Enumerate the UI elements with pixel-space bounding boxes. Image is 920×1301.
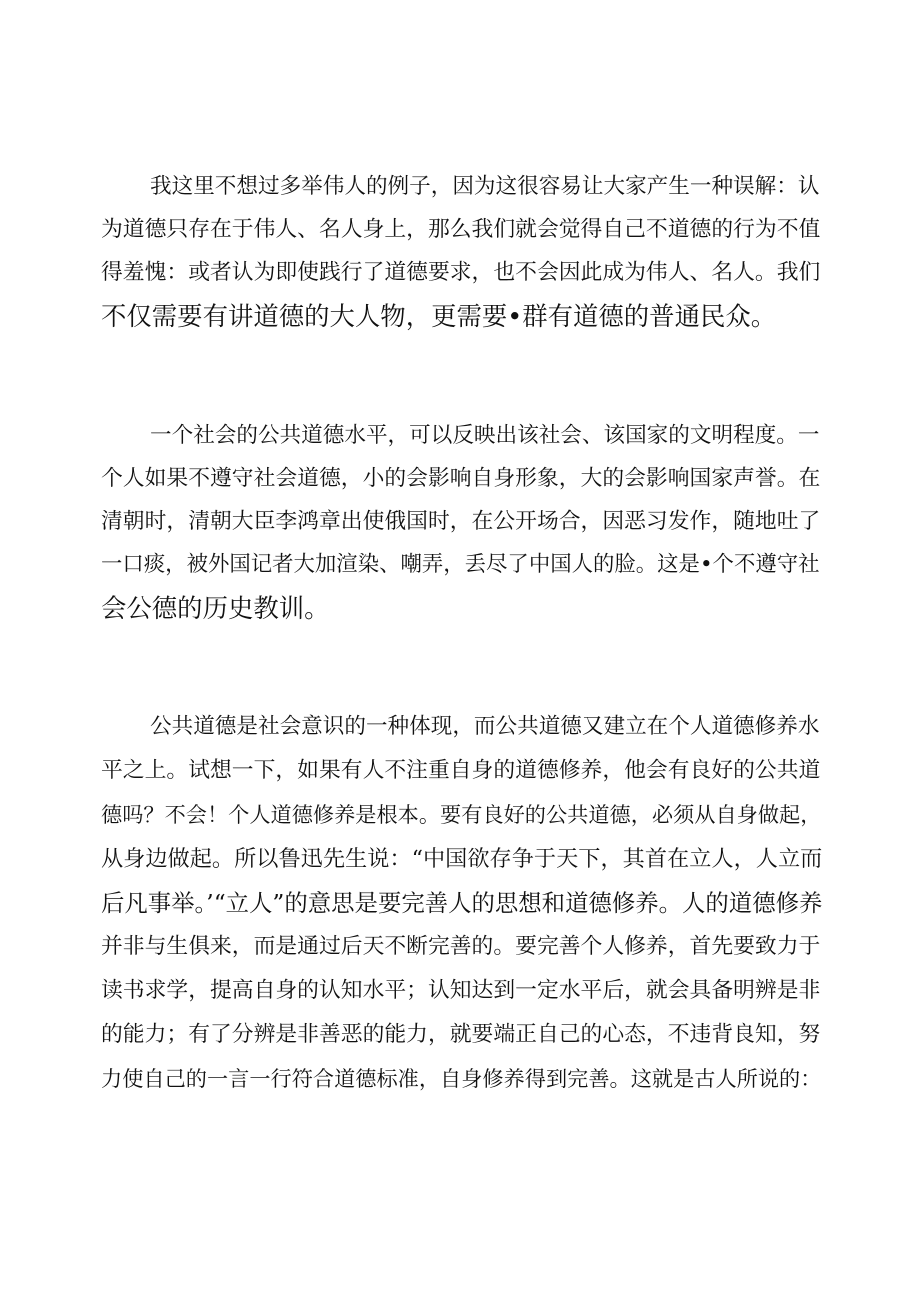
- paragraph-3-line-3: 德吗？不会！个人道德修养是根本。要有良好的公共道德，必须从自身做起，: [101, 802, 822, 827]
- paragraph-3-line-5: 后凡事举。’“立人”的意思是要完善人的思想和道德修养。人的道德修养: [101, 889, 823, 917]
- paragraph-2-line-4: 一口痰，被外国记者大加渲染、嘲弄，丢尽了中国人的脸。这是•个不遵守社: [101, 552, 820, 577]
- paragraph-3-line-2: 平之上。试想一下，如果有人不注重自身的道德修养，他会有良好的公共道: [101, 758, 821, 783]
- paragraph-3-line-9: 力使自己的一言一行符合道德标准，自身修养得到完善。这就是古人所说的：: [101, 1066, 822, 1091]
- paragraph-2-line-5: 会公德的历史教训。: [101, 593, 330, 623]
- paragraph-1-line-1: 我这里不想过多举伟人的例子，因为这很容易让大家产生一种误解：认: [150, 174, 820, 199]
- paragraph-3-line-6: 并非与生俱来，而是通过后天不断完善的。要完善个人修养，首先要致力于: [101, 934, 821, 959]
- paragraph-2-line-2: 个人如果不遵守社会道德，小的会影响自身形象，大的会影响国家声誉。在: [101, 466, 821, 491]
- paragraph-3-line-4: 从身边做起。所以鲁迅先生说：“中国欲存争于天下，其首在立人，人立而: [101, 846, 823, 872]
- paragraph-1-line-3: 得羞愧：或者认为即使践行了道德要求，也不会因此成为伟人、名人。我们: [101, 260, 821, 285]
- paragraph-3-line-8: 的能力；有了分辨是非善恶的能力，就要端正自己的心态，不违背良知，努: [101, 1022, 821, 1047]
- paragraph-1-line-4: 不仅需要有讲道德的大人物，更需要•群有道德的普通民众。: [101, 301, 777, 331]
- paragraph-2-line-3: 清朝时，清朝大臣李鸿章出使俄国时，在公开场合，因恶习发作，随地吐了: [101, 509, 821, 534]
- paragraph-1-line-2: 为道德只存在于伟人、名人身上，那么我们就会觉得自己不道德的行为不值: [101, 217, 821, 242]
- paragraph-3-line-7: 读书求学，提高自身的认知水平；认知达到一定水平后，就会具备明辨是非: [101, 978, 821, 1003]
- paragraph-3-line-1: 公共道德是社会意识的一种体现，而公共道德又建立在个人道德修养水: [150, 714, 820, 739]
- paragraph-2-line-1: 一个社会的公共道德水平，可以反映出该社会、该国家的文明程度。一: [150, 423, 820, 448]
